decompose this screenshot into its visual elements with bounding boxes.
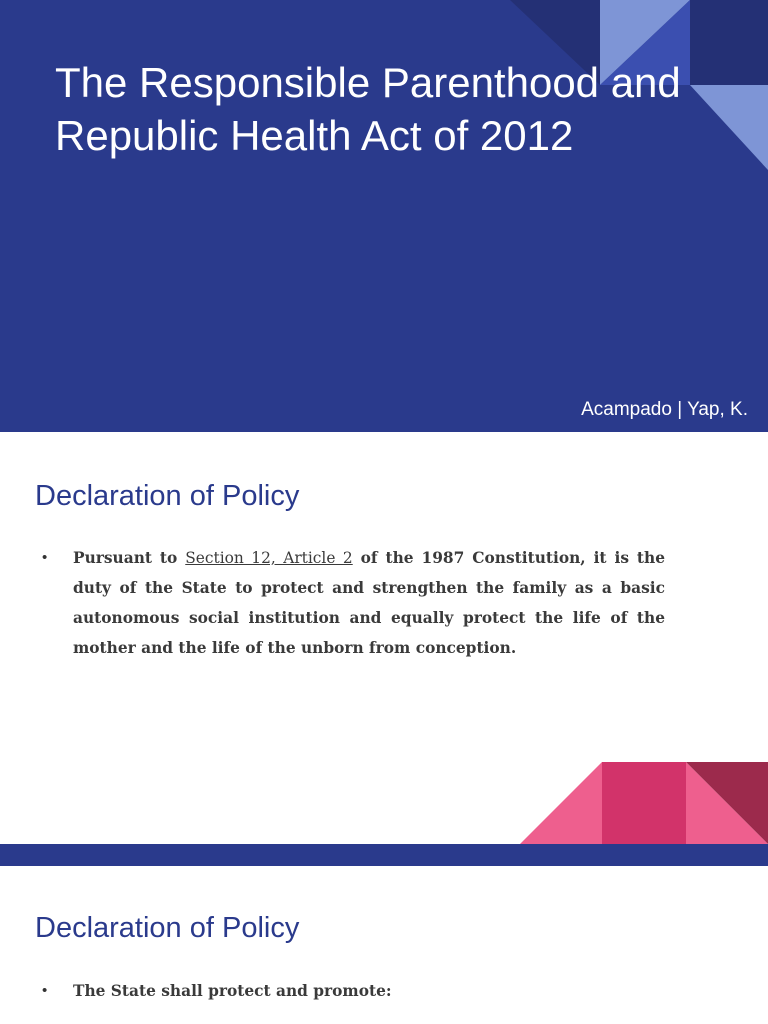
policy-slide-2 xyxy=(0,866,768,1024)
constitution-reference: Section 12, Article 2 xyxy=(185,549,353,567)
slide-heading: Declaration of Policy xyxy=(35,480,300,512)
bullet-text-prefix: Pursuant to xyxy=(73,549,186,567)
policy-slide-1 xyxy=(0,432,768,844)
bullet-text xyxy=(73,543,665,663)
bullet-list xyxy=(42,976,732,1006)
dark-square xyxy=(690,0,768,85)
bullet-dot-icon: • xyxy=(42,982,48,999)
slide-heading: Declaration of Policy xyxy=(35,912,300,944)
list-item xyxy=(42,976,732,1006)
slide-title: The Responsible Parenthood and Republic Health Act of 2012 xyxy=(55,59,681,159)
list-item xyxy=(42,543,665,663)
title-slide xyxy=(0,0,768,432)
light-triangle-bottom xyxy=(690,85,768,170)
author-name: Acampado | Yap, K. xyxy=(581,399,748,420)
bullet-text: The State shall protect and promote: xyxy=(73,982,392,1000)
bullet-text-suffix: of the 1987 Constitution, it is the duty of the State to protect and strengthen the family as a basic autonomous social institution and equally protect the life of the mother and the life of the unborn from conception. xyxy=(73,549,666,657)
magenta-square xyxy=(602,762,686,844)
slide-divider xyxy=(0,844,768,866)
bullet-dot-icon: • xyxy=(42,549,48,566)
pink-triangle xyxy=(520,762,602,844)
bullet-list xyxy=(42,543,665,663)
